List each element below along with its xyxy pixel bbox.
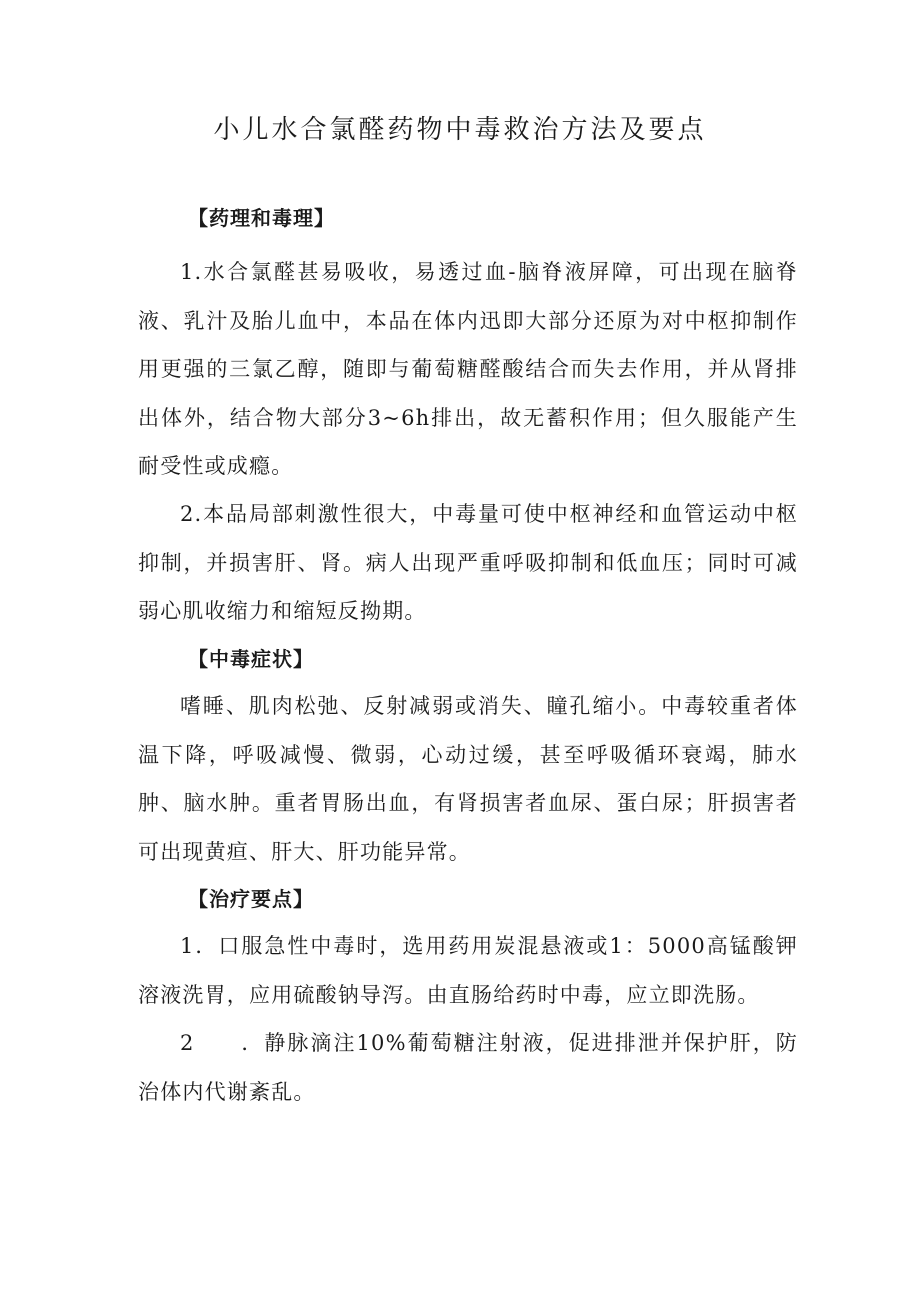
paragraph-pharmacology-1: 1.水合氯醛甚易吸收，易透过血-脑脊液屏障，可出现在脑脊液、乳汁及胎儿血中，本品在体内迅即大部分还原为对中枢抑制作用更强的三氯乙醇，随即与葡萄糖醛酸结合而失去作用，并从肾排出体外，结合物大部分3~6h排出，故无蓄积作用；但久服能产生耐受性或成瘾。	[138, 260, 798, 478]
section-heading-treatment: 【治疗要点】	[188, 887, 314, 911]
paragraph-treatment-2: 2 ．静脉滴注10%葡萄糖注射液，促进排泄并保护肝，防治体内代谢紊乱。	[138, 1031, 798, 1104]
document-title: 小儿水合氯醛药物中毒救治方法及要点	[213, 115, 707, 145]
section-heading-pharmacology: 【药理和毒理】	[188, 206, 335, 230]
paragraph-treatment-1: 1．口服急性中毒时，选用药用炭混悬液或1：5000高锰酸钾溶液洗胃，应用硫酸钠导泻。由直肠给药时中毒，应立即洗肠。	[138, 934, 798, 1007]
section-heading-symptoms: 【中毒症状】	[188, 647, 314, 671]
paragraph-symptoms: 嗜睡、肌肉松弛、反射减弱或消失、瞳孔缩小。中毒较重者体温下降，呼吸减慢、微弱，心动过缓，甚至呼吸循环衰竭，肺水肿、脑水肿。重者胃肠出血，有肾损害者血尿、蛋白尿；肝损害者可出现黄疸、肝大、肝功能异常。	[138, 694, 798, 864]
paragraph-pharmacology-2: 2.本品局部刺激性很大，中毒量可使中枢神经和血管运动中枢抑制，并损害肝、肾。病人出现严重呼吸抑制和低血压；同时可减弱心肌收缩力和缩短反拗期。	[138, 502, 798, 623]
